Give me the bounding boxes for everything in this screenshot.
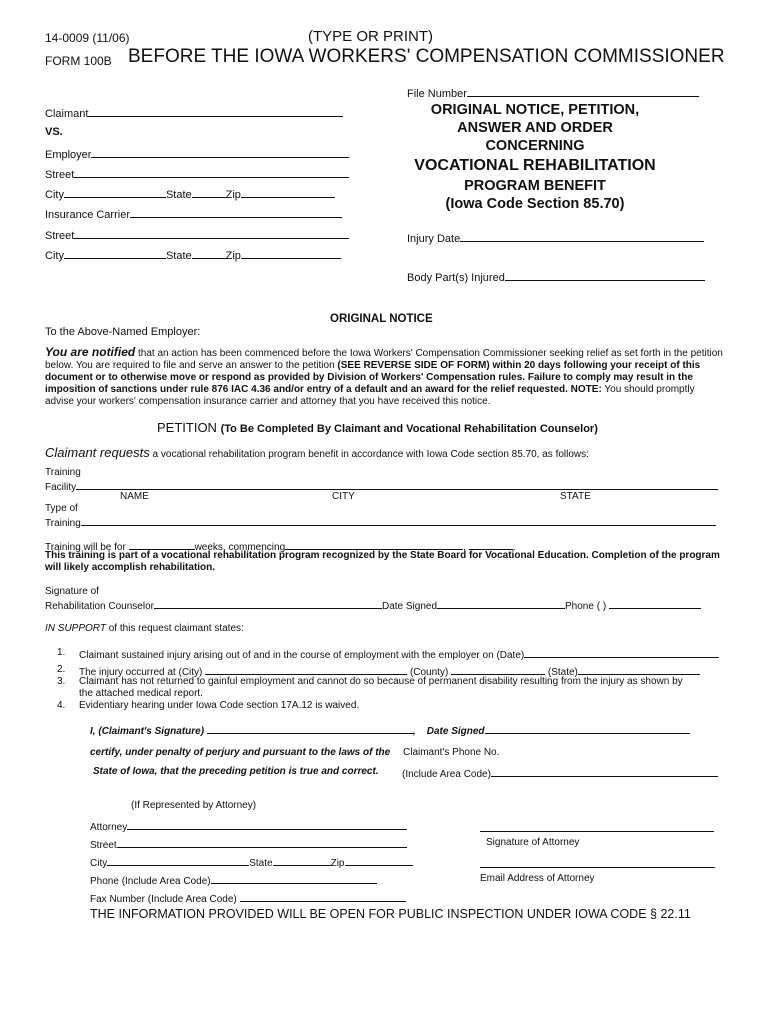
attorney-zip-label: Zip: [330, 858, 345, 869]
email-of-attorney-label: Email Address of Attorney: [480, 873, 595, 884]
attached-report: the attached medical report.: [79, 688, 203, 699]
title-line-3: CONCERNING: [485, 138, 585, 154]
petition-title: PETITION: [157, 420, 217, 435]
attorney-fax-label: Fax Number (Include Area Code): [90, 894, 237, 905]
weeks-commencing-label: weeks, commencing: [194, 542, 286, 553]
signature-of-label: Signature of: [45, 586, 99, 597]
county-line[interactable]: [451, 664, 545, 675]
commencing-line[interactable]: [285, 539, 463, 550]
state-line[interactable]: [192, 248, 226, 259]
date-signed-line[interactable]: [437, 598, 565, 609]
zip-line[interactable]: [241, 248, 341, 259]
list-item-4: [57, 700, 65, 711]
body-parts-field[interactable]: [407, 270, 705, 284]
page-title: BEFORE THE IOWA WORKERS' COMPENSATION COMMISSIONER: [128, 46, 725, 67]
claimant-requests-lead: Claimant requests: [45, 445, 150, 460]
claimant-requests: [45, 444, 589, 462]
injury-date-line-2[interactable]: [524, 647, 719, 658]
title-line-5: PROGRAM BENEFIT: [464, 178, 606, 194]
state-label: State: [165, 189, 192, 201]
city-line[interactable]: [64, 187, 166, 198]
recognized-statement: This training is part of a vocational rehabilitation program recognized by the State Board for Vocational Education. Completion of the program will likely accomplish rehabilitation.: [45, 550, 720, 573]
injury-city-line[interactable]: [205, 664, 407, 675]
attorney-signature-line-wrap[interactable]: [480, 819, 714, 837]
signature-of-attorney-label: Signature of Attorney: [486, 837, 580, 848]
rehab-counselor-label: Rehabilitation Counselor: [45, 601, 154, 612]
zip-label: Zip: [225, 189, 241, 201]
type-of-label: Type of: [45, 503, 78, 514]
claimant-signature-row[interactable]: I, (Claimant's Signature) , Date Signed: [90, 723, 690, 737]
street-line[interactable]: [74, 228, 349, 239]
claimant-line[interactable]: [88, 106, 343, 117]
date-signed-label: Date Signed: [381, 601, 438, 612]
zip-line[interactable]: [241, 187, 335, 198]
street-label: Street: [45, 230, 75, 242]
training-label: Training: [45, 467, 81, 478]
insurance-carrier-line[interactable]: [130, 207, 342, 218]
facility-line[interactable]: [76, 479, 718, 490]
claimant-requests-text: a vocational rehabilitation program benefit in accordance with Iowa Code section 85.70, as follows:: [149, 449, 589, 460]
petition-heading: [157, 420, 598, 435]
list-item-4-text: Evidentiary hearing under Iowa Code section 17A.12 is waived.: [79, 700, 360, 711]
title-line-1: ORIGINAL NOTICE, PETITION,: [430, 102, 640, 118]
item-text: Claimant sustained injury arising out of and in the course of employment with the employer on (Date): [79, 650, 525, 661]
if-represented: (If Represented by Attorney): [131, 800, 257, 811]
state-of-iowa-text: State of Iowa, that the preceding petition is true and correct.: [93, 766, 379, 777]
document-title: [400, 101, 670, 213]
attorney-state-line[interactable]: [273, 855, 331, 866]
state-label: State: [165, 250, 192, 262]
counselor-signature-line[interactable]: [154, 598, 382, 609]
claimant-field[interactable]: [45, 106, 343, 120]
city-label: City: [45, 250, 64, 262]
attorney-phone-field[interactable]: [90, 873, 377, 887]
period: .: [512, 542, 516, 553]
phone-line[interactable]: [609, 598, 701, 609]
vs-label: VS.: [45, 126, 63, 138]
street-line[interactable]: [74, 167, 349, 178]
will-be-for-label: Training will be for: [45, 542, 126, 553]
area-code-label: (Include Area Code): [402, 769, 491, 780]
form-code: 14-0009 (11/06): [45, 31, 130, 45]
list-item-2: [57, 664, 65, 675]
claimant-signature-label: I, (Claimant's Signature): [90, 726, 205, 737]
col-state: STATE: [560, 491, 591, 502]
petition-subtitle: (To Be Completed By Claimant and Vocational Rehabilitation Counselor): [220, 423, 598, 435]
attorney-fax-line[interactable]: [240, 891, 406, 902]
attorney-street-label: Street: [90, 840, 117, 851]
notice-lead: You are notified: [45, 345, 136, 359]
zip-label: Zip: [225, 250, 241, 262]
in-support-lead: IN SUPPORT: [45, 623, 106, 634]
claimant-phone-line[interactable]: [491, 766, 718, 777]
state-line[interactable]: [192, 187, 226, 198]
state-label: (State): [547, 667, 578, 678]
attorney-phone-label: Phone (Include Area Code): [90, 876, 211, 887]
notice-bold-text: (SEE REVERSE SIDE OF FORM) within 20 days following your receipt of this document or to otherwise move or respond as provided by Division of Workers' Compensation rules. Failure to comply may result in the imposition of sanctions under rule 876 IAC 4.36 and/or entry of a default and an award for the relief requested. NOTE:: [45, 360, 701, 395]
file-number-field[interactable]: [407, 86, 699, 100]
body-parts-line[interactable]: [505, 270, 705, 281]
form-number: FORM 100B: [45, 54, 112, 68]
claimant-signature-line[interactable]: [207, 723, 413, 734]
attorney-email-line-wrap[interactable]: [480, 855, 715, 873]
employer-field[interactable]: [45, 147, 349, 161]
list-item-3: [57, 676, 65, 687]
employer-street-field[interactable]: [45, 167, 349, 181]
title-line-6: (Iowa Code Section 85.70): [445, 196, 625, 212]
attorney-fax-field[interactable]: [90, 891, 406, 905]
notice-paragraph: [45, 346, 725, 408]
title-line-2: ANSWER AND ORDER: [457, 120, 613, 136]
street-label: Street: [45, 169, 75, 181]
attorney-field[interactable]: [90, 819, 407, 833]
notice-text-end: You should promptly advise your workers' compensation insurance carrier and attorney that you have received this notice.: [45, 384, 695, 407]
item-number: 1.: [57, 647, 66, 658]
in-support: [45, 623, 244, 634]
claimant-phone-label: Claimant's Phone No.: [403, 747, 500, 758]
injury-state-line[interactable]: [578, 664, 700, 675]
attorney-email-line[interactable]: [480, 857, 715, 868]
col-city: CITY: [332, 491, 355, 502]
city-line[interactable]: [64, 248, 166, 259]
attorney-state-label: State: [249, 858, 273, 869]
item-number: 3.: [57, 676, 66, 687]
injury-date-label: Injury Date: [407, 233, 461, 245]
list-item-1: [57, 647, 65, 658]
attorney-signature-line[interactable]: [480, 821, 714, 832]
training-type-line[interactable]: [81, 515, 716, 526]
claimant-label: Claimant: [45, 108, 89, 120]
type-or-print: (TYPE OR PRINT): [308, 28, 434, 45]
city-label: City: [45, 189, 64, 201]
body-parts-label: Body Part(s) Injured: [407, 272, 505, 284]
list-item-1-text[interactable]: [79, 647, 719, 661]
training-type-field[interactable]: [45, 515, 716, 529]
year-line[interactable]: [469, 539, 513, 550]
comma: ,: [463, 542, 466, 553]
in-support-text: of this request claimant states:: [105, 623, 244, 634]
attorney-zip-line[interactable]: [345, 855, 413, 866]
attorney-label: Attorney: [90, 822, 128, 833]
attorney-phone-line[interactable]: [211, 873, 377, 884]
item-number: 2.: [57, 664, 66, 675]
county-label: (County): [409, 667, 449, 678]
notice-text: that an action has been commenced before the Iowa Workers' Compensation Commissioner seeking relief as set forth in the petition below. You are required to file and serve an answer to the petition: [45, 348, 723, 371]
carrier-street-field[interactable]: [45, 228, 349, 242]
employer-line[interactable]: [91, 147, 349, 158]
certify-text: certify, under penalty of perjury and pursuant to the laws of the: [90, 747, 391, 758]
attorney-city-field[interactable]: [90, 855, 413, 869]
title-line-4: VOCATIONAL REHABILITATION: [414, 157, 656, 174]
insurance-carrier-field[interactable]: [45, 207, 342, 221]
attorney-street-line[interactable]: [117, 837, 407, 848]
list-item-3-text: Claimant has not returned to gainful employment and cannot do so because of permanent disability resulting from the injury as shown by: [79, 676, 683, 687]
claimant-phone-field[interactable]: [402, 766, 718, 780]
claimant-date-signed-line[interactable]: [485, 723, 690, 734]
employer-label: Employer: [45, 149, 92, 161]
item-number: 4.: [57, 700, 66, 711]
attorney-city-line[interactable]: [107, 855, 249, 866]
injury-date-field[interactable]: [407, 231, 704, 245]
original-notice-heading: ORIGINAL NOTICE: [330, 313, 433, 325]
phone-label: Phone ( ): [565, 601, 607, 612]
claimant-date-signed-label: Date Signed: [426, 726, 485, 737]
weeks-line[interactable]: [129, 539, 195, 550]
file-number-line[interactable]: [467, 86, 699, 97]
item-text: The injury occurred at (City): [79, 667, 203, 678]
attorney-street-field[interactable]: [90, 837, 407, 851]
injury-date-line[interactable]: [460, 231, 704, 242]
carrier-city-field[interactable]: [45, 248, 341, 262]
file-number-label: File Number: [407, 88, 467, 100]
col-name: NAME: [120, 491, 149, 502]
attorney-city-label: City: [90, 858, 108, 869]
public-inspection-notice: THE INFORMATION PROVIDED WILL BE OPEN FOR PUBLIC INSPECTION UNDER IOWA CODE § 22.11: [90, 907, 691, 921]
notice-addressee: To the Above-Named Employer:: [45, 326, 201, 338]
facility-label: Facility: [45, 482, 77, 493]
counselor-signature-row[interactable]: [45, 598, 701, 612]
employer-city-field[interactable]: [45, 187, 335, 201]
attorney-line[interactable]: [127, 819, 407, 830]
training-label-2: Training: [45, 518, 81, 529]
insurance-carrier-label: Insurance Carrier: [45, 209, 130, 221]
